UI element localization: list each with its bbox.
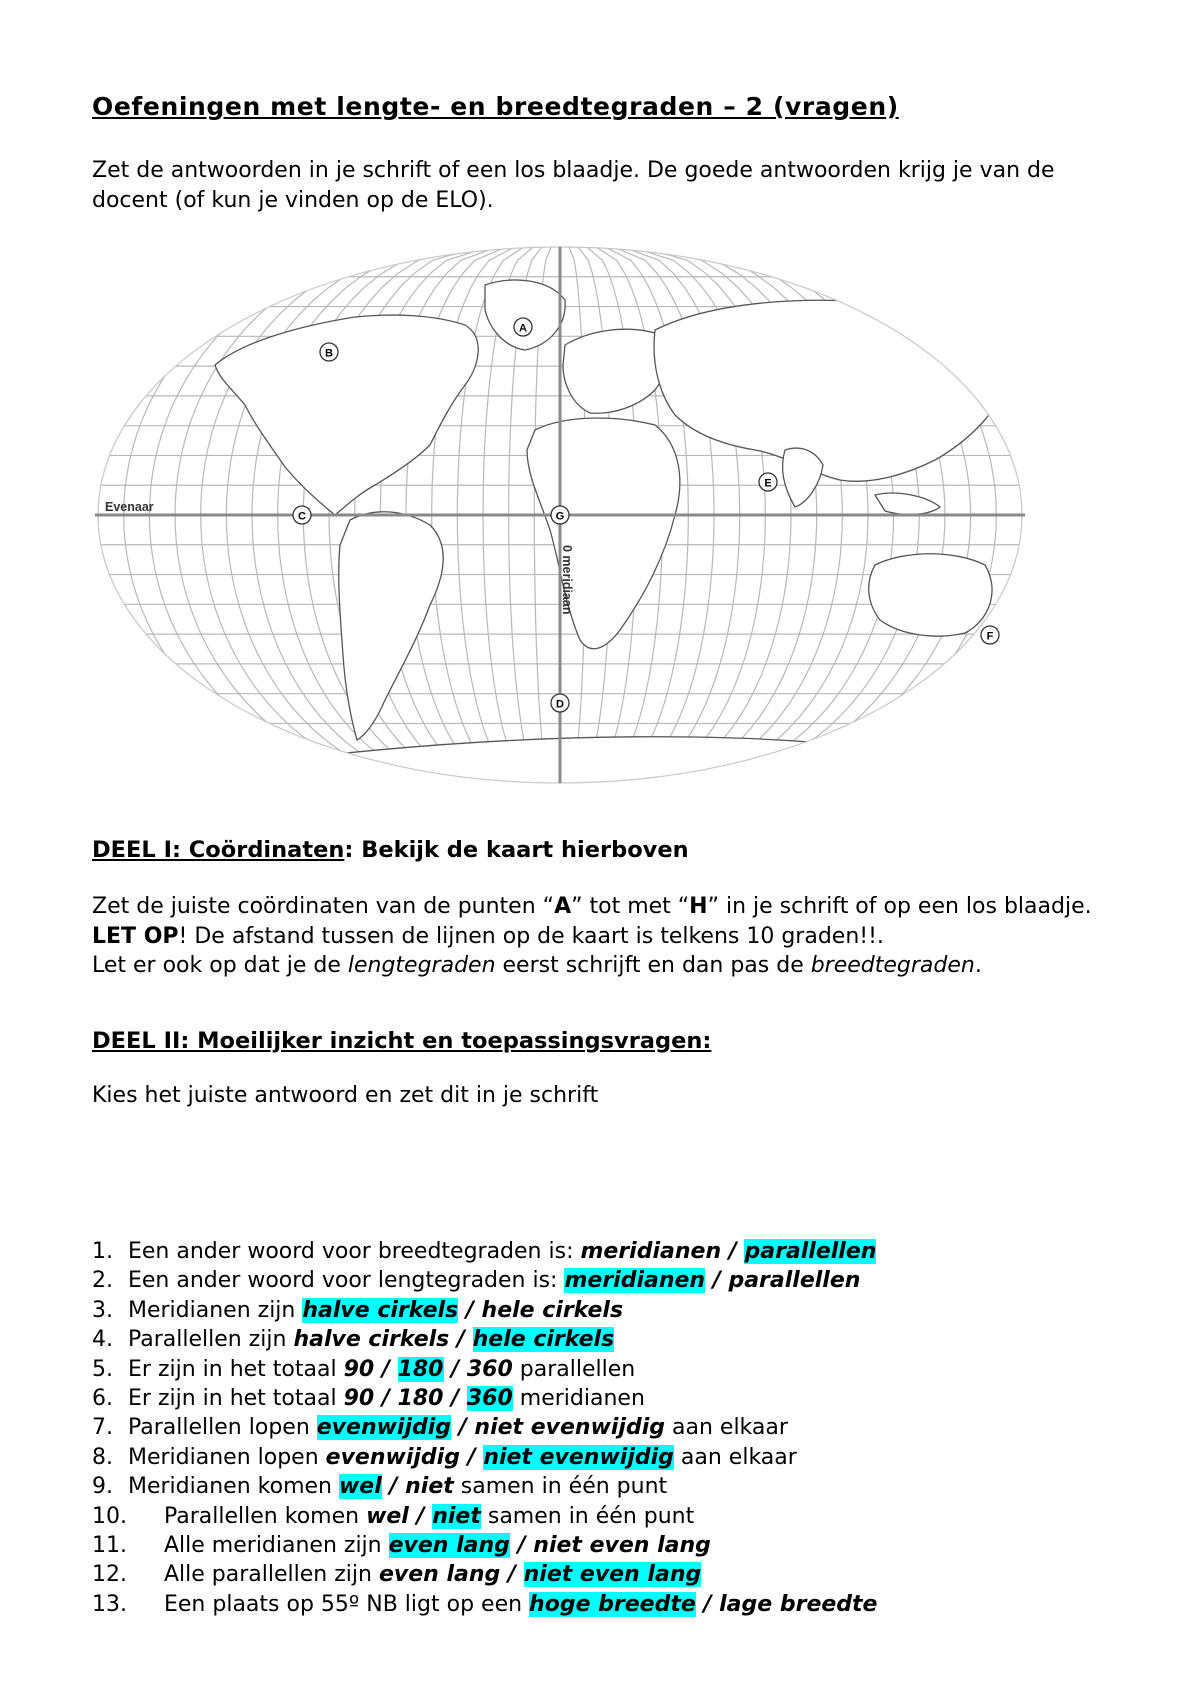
question-text: aan elkaar (673, 1444, 797, 1470)
question-number: 13. (92, 1591, 127, 1617)
text-run: Let er ook op dat je de (92, 953, 348, 978)
answer-option: 90 (343, 1385, 375, 1411)
question-item (92, 1472, 877, 1501)
answer-option: wel (338, 1474, 382, 1500)
answer-option: meridianen (564, 1268, 706, 1294)
option-separator: / (509, 1532, 534, 1558)
option-separator: / (458, 1297, 482, 1323)
equator-label: Evenaar (105, 500, 154, 514)
answer-option: niet (432, 1503, 481, 1529)
question-text: Alle meridianen zijn (164, 1532, 389, 1558)
option-separator: / (408, 1503, 433, 1529)
text-run: eerst schrijft en dan pas de (495, 953, 811, 978)
answer-option: 180 (397, 1385, 444, 1411)
option-separator: / (374, 1356, 398, 1382)
point-a-ref: A (554, 894, 572, 919)
map-point-a (514, 318, 532, 336)
option-separator: / (695, 1591, 720, 1617)
letop-label: LET OP (92, 923, 179, 949)
emphasis-breedtegraden: breedtegraden (810, 953, 975, 978)
question-number: 11. (92, 1532, 127, 1558)
question-text: samen in één punt (453, 1474, 668, 1500)
question-item (92, 1237, 877, 1266)
map-point-label: D (556, 698, 564, 711)
question-text: Meridianen lopen (128, 1444, 326, 1470)
map-point-label: E (764, 477, 772, 490)
question-text: Parallellen lopen (128, 1415, 317, 1441)
question-number: 2. (92, 1268, 113, 1294)
question-item (92, 1560, 877, 1589)
question-text: Er zijn in het totaal (128, 1356, 344, 1382)
question-text: Meridianen zijn (128, 1297, 303, 1323)
answer-option: niet even lang (523, 1562, 702, 1588)
map-point-e (759, 473, 777, 491)
answer-option: even lang (388, 1532, 510, 1558)
question-text: Parallellen zijn (128, 1327, 294, 1353)
question-item (92, 1443, 877, 1472)
map-point-label: F (986, 630, 994, 643)
answer-option: lage breedte (719, 1591, 878, 1617)
deel1-heading-underlined: DEEL I: Coördinaten (92, 837, 345, 863)
map-point-g (551, 506, 569, 524)
answer-option: hoge breedte (529, 1591, 696, 1617)
answer-option: parallellen (728, 1268, 861, 1294)
meridian-label: 0 meridiaan (560, 545, 574, 615)
map-point-label: A (519, 322, 527, 335)
question-item (92, 1325, 877, 1354)
answer-option: niet evenwijdig (483, 1444, 674, 1470)
question-item (92, 1502, 877, 1531)
question-text: parallellen (512, 1356, 636, 1382)
map-point-c (293, 506, 311, 524)
answer-option: even lang (378, 1562, 501, 1588)
deel1-heading (92, 837, 689, 863)
answer-option: 360 (466, 1385, 513, 1411)
answer-option: 180 (397, 1356, 444, 1382)
option-separator: / (443, 1385, 467, 1411)
question-number: 1. (92, 1239, 113, 1264)
option-separator: / (721, 1239, 745, 1264)
deel1-heading-rest: : Bekijk de kaart hierboven (344, 837, 689, 863)
text-run: ” in je schrift of op een los blaadje. (707, 894, 1092, 919)
question-number: 12. (92, 1562, 127, 1588)
map-point-label: G (555, 510, 565, 523)
question-item (92, 1266, 877, 1295)
answer-option: niet even lang (533, 1532, 711, 1558)
emphasis-lengtegraden: lengtegraden (347, 953, 496, 978)
world-map (95, 245, 1125, 855)
text-run: ! De afstand tussen de lijnen op de kaart is telkens 10 graden!!. (178, 923, 884, 949)
option-separator: / (459, 1444, 484, 1470)
deel2-instruction: Kies het juiste antwoord en zet dit in je schrift (92, 1083, 599, 1108)
question-number: 5. (92, 1356, 113, 1382)
answer-option: halve cirkels (293, 1327, 450, 1353)
question-text: Meridianen komen (128, 1474, 339, 1500)
map-point-label: C (298, 510, 306, 523)
option-separator: / (449, 1327, 473, 1353)
answer-option: hele cirkels (472, 1327, 615, 1353)
answer-option: wel (366, 1503, 409, 1529)
question-text: Alle parallellen zijn (164, 1562, 379, 1588)
answer-option: evenwijdig (325, 1444, 460, 1470)
question-number: 7. (92, 1415, 113, 1441)
option-separator: / (500, 1562, 524, 1588)
question-number: 9. (92, 1474, 113, 1500)
answer-option: 90 (343, 1356, 375, 1382)
question-list (92, 1237, 877, 1619)
question-text: Een plaats op 55º NB ligt op een (164, 1591, 530, 1617)
question-text: Parallellen komen (164, 1503, 367, 1529)
question-text: samen in één punt (480, 1503, 695, 1529)
option-separator: / (443, 1356, 467, 1382)
answer-option: meridianen (580, 1239, 722, 1264)
deel1-instruction (92, 892, 1142, 981)
question-text: aan elkaar (665, 1415, 788, 1441)
answer-option: hele cirkels (481, 1297, 624, 1323)
deel2-heading: DEEL II: Moeilijker inzicht en toepassingsvragen: (92, 1028, 712, 1054)
question-number: 4. (92, 1327, 113, 1353)
answer-option: parallellen (744, 1239, 877, 1264)
answer-option: evenwijdig (316, 1415, 452, 1441)
question-text: Er zijn in het totaal (128, 1385, 344, 1411)
option-separator: / (705, 1268, 729, 1294)
answer-option: halve cirkels (302, 1297, 459, 1323)
question-item (92, 1296, 877, 1325)
question-number: 10. (92, 1503, 127, 1529)
question-item (92, 1531, 877, 1560)
answer-option: niet (405, 1474, 454, 1500)
question-item (92, 1355, 877, 1384)
question-item (92, 1590, 877, 1619)
question-text: Een ander woord voor breedtegraden is: (128, 1239, 581, 1264)
map-point-d (551, 694, 569, 712)
option-separator: / (374, 1385, 398, 1411)
text-run: Zet de juiste coördinaten van de punten “ (92, 894, 555, 919)
map-point-f (981, 626, 999, 644)
answer-option: niet evenwijdig (474, 1415, 666, 1441)
point-h-ref: H (689, 894, 708, 919)
question-text: Een ander woord voor lengtegraden is: (128, 1268, 565, 1294)
intro-text: Zet de antwoorden in je schrift of een los blaadje. De goede antwoorden krijg je van de docent (of kun je vinden op de ELO). (92, 158, 1055, 213)
map-point-label: B (325, 347, 333, 360)
question-text: meridianen (512, 1385, 645, 1411)
option-separator: / (381, 1474, 406, 1500)
option-separator: / (451, 1415, 475, 1441)
question-item (92, 1413, 877, 1442)
question-number: 3. (92, 1297, 113, 1323)
text-run: . (974, 953, 982, 978)
question-number: 6. (92, 1385, 113, 1411)
text-run: ” tot met “ (571, 894, 690, 919)
question-item (92, 1384, 877, 1413)
page-title: Oefeningen met lengte- en breedtegraden – 2 (vragen) (92, 92, 899, 121)
question-number: 8. (92, 1444, 113, 1470)
answer-option: 360 (466, 1356, 513, 1382)
map-point-b (320, 343, 338, 361)
